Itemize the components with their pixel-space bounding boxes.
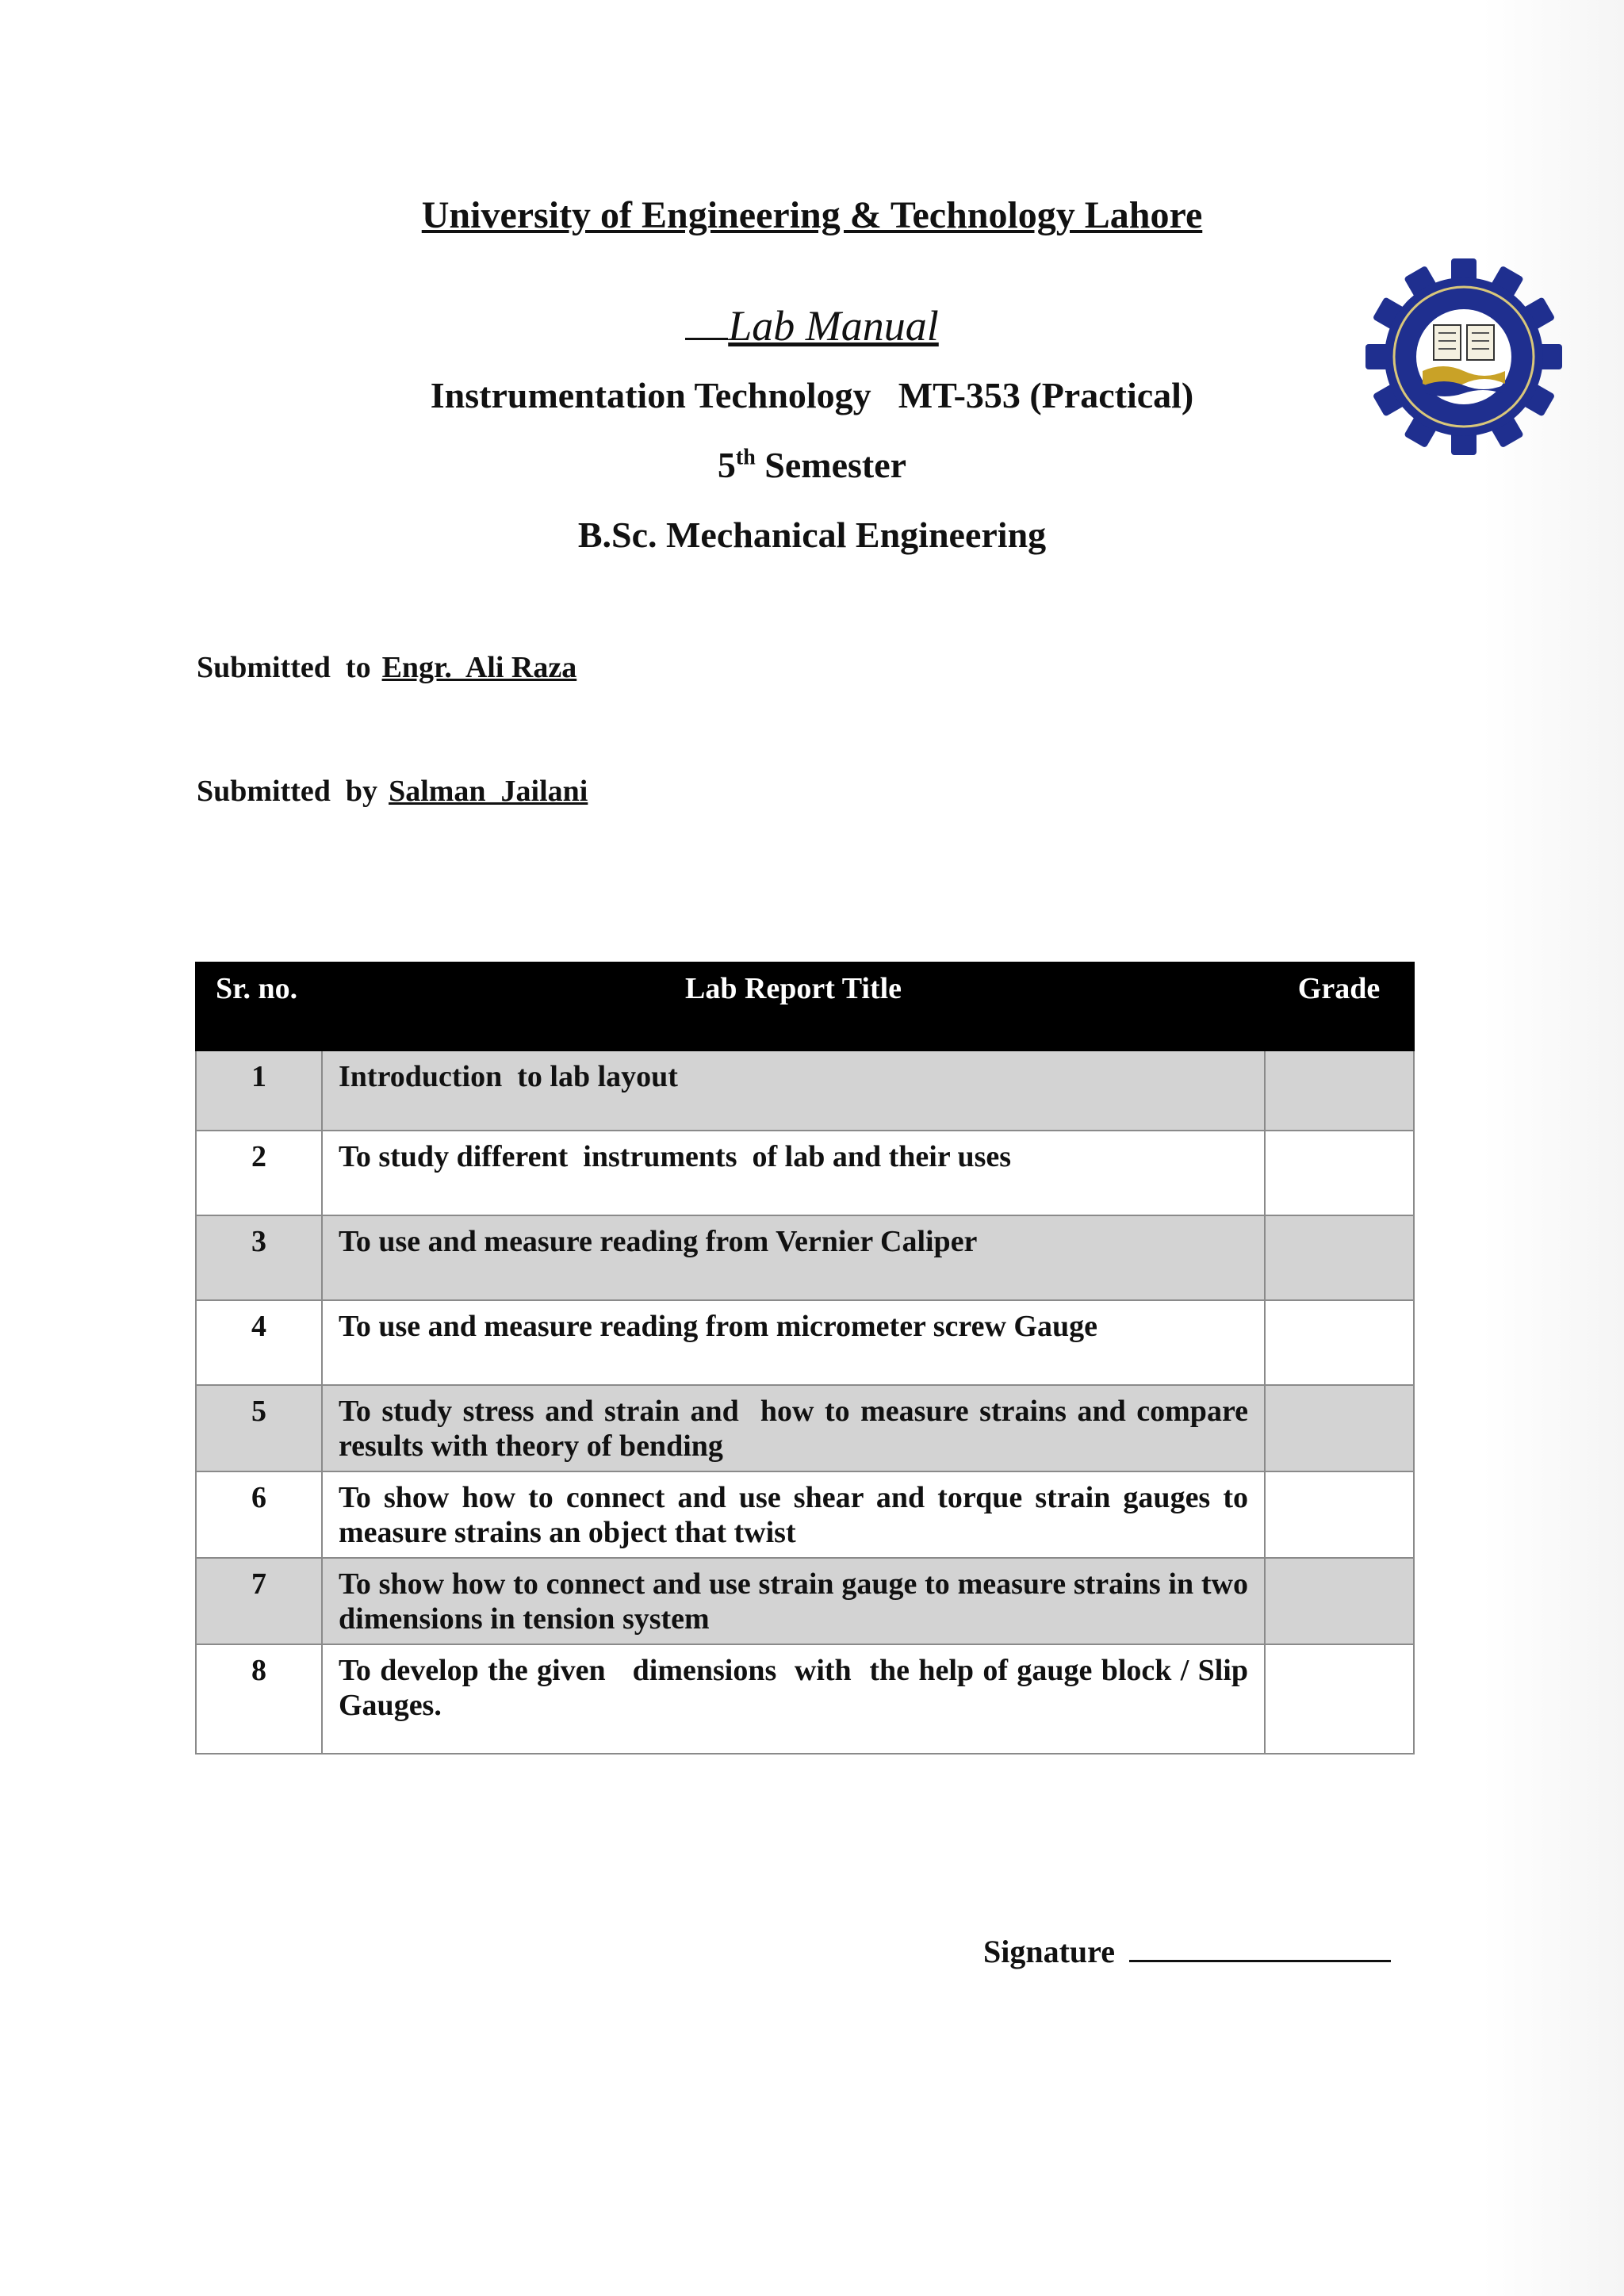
semester-number: 5	[717, 445, 736, 485]
row-title: To use and measure reading from micrometer screw Gauge	[322, 1300, 1265, 1385]
row-sr: 1	[196, 1050, 322, 1131]
university-seal-icon	[1365, 258, 1562, 455]
table-row	[196, 1300, 1414, 1385]
row-title: To show how to connect and use shear and torque strain gauges to measure strains an object that twist	[322, 1471, 1265, 1558]
header-grade: Grade	[1265, 962, 1414, 1050]
row-grade-cell	[1265, 1644, 1414, 1754]
row-title: Introduction to lab layout	[322, 1050, 1265, 1131]
table-row	[196, 1385, 1414, 1471]
row-sr: 2	[196, 1131, 322, 1215]
semester-word: Semester	[764, 445, 907, 485]
table-row	[196, 1050, 1414, 1131]
semester-suffix: th	[735, 445, 756, 470]
row-sr: 5	[196, 1385, 322, 1471]
table-row	[196, 1471, 1414, 1558]
submitted-to-label: Submitted to	[197, 651, 371, 684]
submitted-by-label: Submitted by	[197, 775, 378, 808]
table-row	[196, 1644, 1414, 1754]
row-title: To develop the given dimensions with the help of gauge block / Slip Gauges.	[322, 1644, 1265, 1754]
row-sr: 6	[196, 1471, 322, 1558]
row-sr: 7	[196, 1558, 322, 1644]
row-title: To show how to connect and use strain gauge to measure strains in two dimensions in tension system	[322, 1558, 1265, 1644]
row-grade-cell	[1265, 1385, 1414, 1471]
header-sr-no: Sr. no.	[196, 962, 322, 1050]
row-grade-cell	[1265, 1558, 1414, 1644]
submitted-by-name: Salman Jailani	[389, 775, 588, 808]
submitted-to-name: Engr. Ali Raza	[381, 651, 577, 684]
university-title: University of Engineering & Technology Lahore	[421, 194, 1203, 236]
header-lab-title: Lab Report Title	[322, 962, 1265, 1050]
row-title: To study stress and strain and how to measure strains and compare results with theory of bending	[322, 1385, 1265, 1471]
row-sr: 8	[196, 1644, 322, 1754]
row-sr: 4	[196, 1300, 322, 1385]
signature-blank	[1129, 1933, 1391, 1962]
degree-line: B.Sc. Mechanical Engineering	[577, 515, 1047, 555]
row-grade-cell	[1265, 1471, 1414, 1558]
submitted-to-line	[197, 650, 576, 685]
table-header-row	[196, 962, 1414, 1050]
row-grade-cell	[1265, 1050, 1414, 1131]
signature-line	[983, 1933, 1391, 1970]
row-title: To use and measure reading from Vernier Caliper	[322, 1215, 1265, 1300]
table-row	[196, 1558, 1414, 1644]
table-row	[196, 1131, 1414, 1215]
signature-label: Signature	[983, 1934, 1115, 1969]
row-title: To study different instruments of lab and their uses	[322, 1131, 1265, 1215]
lab-report-table	[195, 962, 1415, 1755]
row-sr: 3	[196, 1215, 322, 1300]
row-grade-cell	[1265, 1215, 1414, 1300]
course-code: MT-353 (Practical)	[898, 375, 1194, 415]
table-row	[196, 1215, 1414, 1300]
doc-type-text: Lab Manual	[728, 302, 939, 350]
row-grade-cell	[1265, 1300, 1414, 1385]
row-grade-cell	[1265, 1131, 1414, 1215]
title-underline-blank	[685, 306, 728, 340]
submitted-by-line	[197, 774, 588, 809]
course-name: Instrumentation Technology	[430, 375, 871, 415]
